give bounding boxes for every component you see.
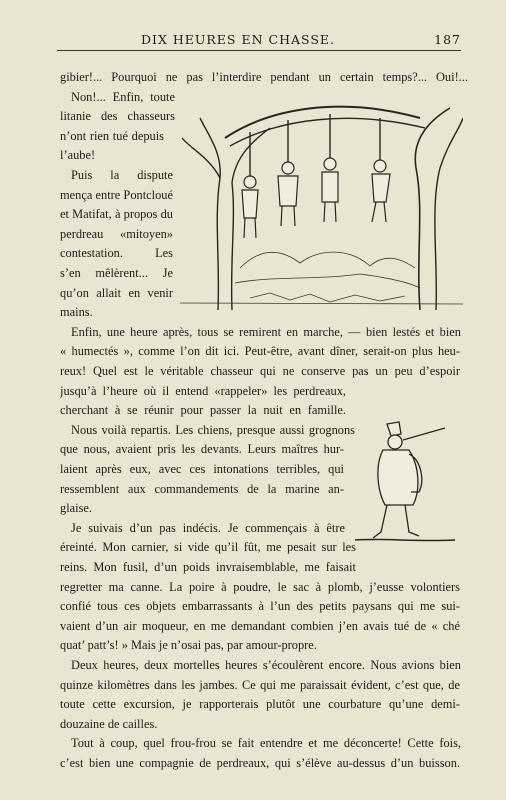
text-line: regretter ma canne. La poire à poudre, le sac à plomb, j’eusse volontiers [60, 580, 460, 594]
chapter-title: DIX HEURES EN CHASSE. [141, 32, 335, 47]
hanging-figures-illustration [180, 98, 463, 310]
text-line: éreinté. Mon carnier, si vide qu’il fût, me pesait sur les [60, 540, 356, 554]
text-line: Non!... Enfin, toute [71, 90, 175, 104]
text-line: gibier!... Pourquoi ne pas l’interdire pendant un certain temps?... Oui!... [60, 70, 468, 84]
text-line: toute cette excursion, je rapporterais plutôt une courbature qu’une demi- [60, 697, 460, 711]
text-line: c’est bien une compagnie de perdreaux, qui s’élève au-dessus d’un buisson. [60, 756, 460, 770]
text-line: Tout à coup, quel frou-frou se fait entendre et me déconcerte! Cette fois, [71, 736, 461, 750]
page-number: 187 [434, 32, 461, 47]
text-line: litanie des chasseurs [60, 109, 175, 123]
text-line: « humectés », comme l’on dit ici. Peut-être, avant dîner, serait-on plus heu- [60, 344, 460, 358]
text-line: vaient d’un air moqueur, en me demandant combien j’en avais tué de « ché [60, 619, 460, 633]
text-line: quinze kilomètres dans les jambes. Ce qui me paraissait évident, c’est que, de [60, 678, 460, 692]
text-line: mains. [60, 305, 93, 319]
running-header [57, 32, 461, 51]
text-line: confié tous ces objets embarrassants à l’un des petits paysans qui me sui- [60, 599, 460, 613]
text-line: Deux heures, deux mortelles heures s’écoulèrent encore. Nous avions bien [71, 658, 461, 672]
text-line: Nous voilà repartis. Les chiens, presque aussi grognons [71, 423, 355, 437]
text-line: s’en mêlèrent... Je [60, 266, 173, 280]
text-line: laient après eux, avec ces intonations terribles, qui [60, 462, 344, 476]
text-line: Je suivais d’un pas indécis. Je commençais à être [71, 521, 345, 535]
text-line: jusqu’à l’heure où il entend «rappeler» les perdreaux, [60, 384, 346, 398]
text-line: perdreau «mitoyen» [60, 227, 173, 241]
text-line: mença entre Pontcloué [60, 188, 173, 202]
text-line: glaise. [60, 501, 92, 515]
text-line: et Matifat, à propos du [60, 207, 173, 221]
text-line: qu’on allait en venir [60, 286, 173, 300]
text-line: l’aube! [60, 148, 96, 162]
text-line: Enfin, une heure après, tous se remirent en marche, — bien lestés et bien [71, 325, 461, 339]
text-line: reins. Mon fusil, d’un poids invraisemblable, me faisait [60, 560, 356, 574]
text-line: que nous, avaient pris les devants. Leurs maîtres hur- [60, 442, 344, 456]
text-line: contestation. Les [60, 246, 173, 260]
walking-hunter-illustration [355, 420, 455, 550]
text-line: ressemblent aux commandements de la marine an- [60, 482, 344, 496]
text-line: quat’ patt’s! » Mais je n’osai pas, par amour-propre. [60, 638, 317, 652]
text-line: cherchant à se réunir pour passer la nuit en famille. [60, 403, 346, 417]
text-line: Puis la dispute [71, 168, 173, 182]
text-line: douzaine de cailles. [60, 717, 158, 731]
text-line: n’ont rien tué depuis [60, 129, 164, 143]
text-line: reux! Quel est le véritable chasseur qui ne conserve pas un peu d’espoir [60, 364, 460, 378]
